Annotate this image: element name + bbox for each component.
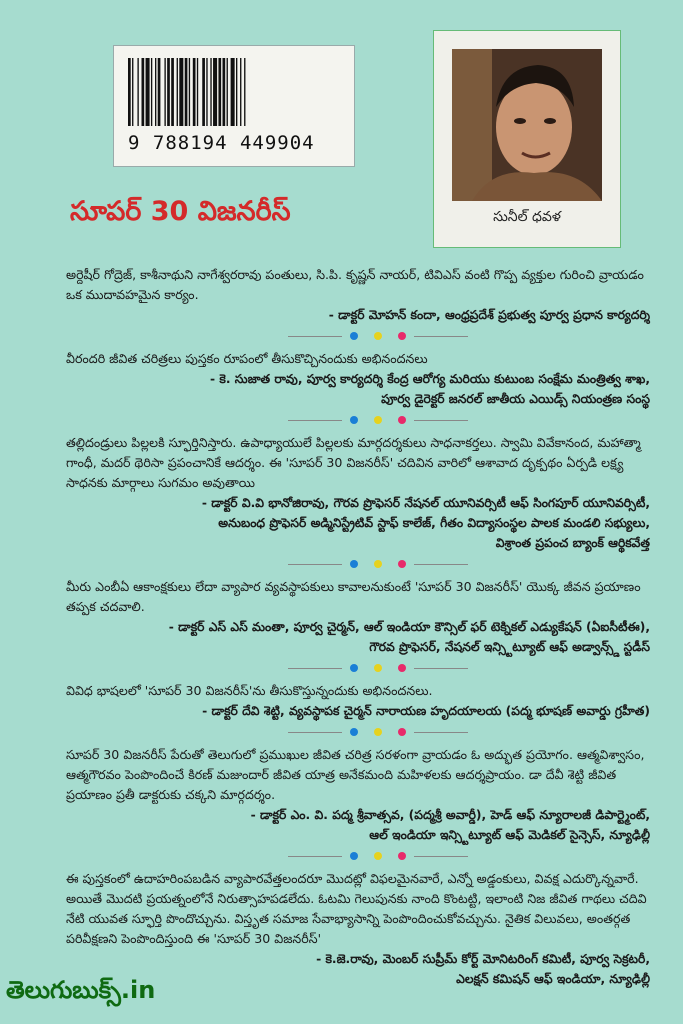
separator-dot xyxy=(350,560,358,568)
quote-attribution: ఎలక్షన్ కమిషన్ ఆఫ్ ఇండియా, న్యూఢిల్లీ xyxy=(456,972,650,986)
separator-dot xyxy=(374,852,382,860)
barcode-bar xyxy=(227,58,228,126)
quote-block xyxy=(66,433,650,553)
quote-block xyxy=(66,745,650,845)
barcode-bar xyxy=(193,58,196,126)
barcode-bar xyxy=(158,58,161,126)
separator-dot xyxy=(374,332,382,340)
barcode-bar xyxy=(185,58,188,126)
barcode-bar xyxy=(146,58,150,126)
quotes-section xyxy=(66,265,650,989)
quote-text: మీరు ఎంబీఏ ఆకాంక్షకులు లేదా వ్యాపార వ్యవస్థాపకులు కావాలనుకుంటే 'సూపర్ 30 విజనరీస్' యొక్క జీవన ప్రయాణం తప్పక చదవాలి. xyxy=(66,579,641,614)
quote-attribution: - డాక్టర్ ఎం. వి. పద్మ శ్రీవాత్సవ, (పద్మశ్రీ అవార్డీ), హెడ్ ఆఫ్ న్యూరాలజీ డిపార్ట్మెంట్, xyxy=(250,808,650,822)
quote-text: ఈ పుస్తకంలో ఉదాహరింపబడిన వ్యాపారవేత్తలందరూ మొదట్లో విఫలమైనవారే, ఎన్నో అడ్డంకులు, వివక్ష ఎదుర్కొన్నవారే. అయితే మొదటి ప్రయత్నంలోనే నిరుత్సాహపడలేదు. ఓటమి గెలుపునకు నాంది కొంటట్టి, ఇలాంటి నిజ జీవిత గాథలు చదివి నేటి యువత స్ఫూర్తి పొందొచ్చును. విస్తృత సమాజ సేవాభ్యాసాన్ని పెంపొందించుకోవచ్చును. నైతిక విలువలు, అంతర్గత పరివీక్షణని పెంపొందిస్తుంది ఈ 'సూపర్ 30 విజనరీస్' xyxy=(66,871,647,946)
barcode-bar xyxy=(171,58,174,126)
separator-line xyxy=(288,336,342,337)
barcode-bar xyxy=(189,58,190,126)
separator-dots xyxy=(106,725,650,739)
quote-attribution: పూర్వ డైరెక్టర్ జనరల్ జాతీయ ఎయిడ్స్ నియంత్రణ సంస్థ xyxy=(381,392,650,406)
separator-dot xyxy=(350,332,358,340)
separator-dots xyxy=(106,661,650,675)
separator-line xyxy=(288,856,342,857)
quote-text: తల్లిదండ్రులు పిల్లలకి స్ఫూర్తినిస్తారు. ఉపాధ్యాయులే పిల్లలకు మార్గదర్శకులు సాధనాకర్తలు. స్వామి వివేకానంద, మహాత్మా గాంధీ, మదర్ థెరిసా ప్రపంచానికే ఆదర్శం. ఈ 'సూపర్ 30 విజనరీస్' చదివిన వారిలో ఆశావాద దృక్పథం ఏర్పడి లక్ష్య సాధనకు మార్గాలు సుగమం అవుతాయి xyxy=(66,435,641,490)
separator-dot xyxy=(398,560,406,568)
separator-dot xyxy=(398,416,406,424)
separator-dot xyxy=(374,728,382,736)
quote-text: అర్దెషీర్ గోద్రెజ్, కాశీనాథుని నాగేశ్వరరావు పంతులు, సి.పి. కృష్ణన్ నాయర్, టివిఎస్ వంటి గొప్ప వ్యక్తుల గురించి వ్రాయడం ఒక ముదావహమైన కార్యం. xyxy=(66,267,644,302)
barcode-bar xyxy=(179,58,183,126)
barcode-bar xyxy=(197,58,198,126)
barcode-bar xyxy=(206,58,207,126)
quote-attribution: ఆల్ ఇండియా ఇన్స్టిట్యూట్ ఆఫ్ మెడికల్ సైన్సెస్, న్యూఢిల్లీ xyxy=(369,828,650,842)
separator-dot xyxy=(374,664,382,672)
barcode-bar xyxy=(223,58,226,126)
separator-dot xyxy=(350,416,358,424)
separator-dots xyxy=(106,557,650,571)
separator-dot xyxy=(398,664,406,672)
barcode xyxy=(113,45,355,167)
barcode-bar xyxy=(244,58,245,126)
separator-line xyxy=(288,564,342,565)
quote-attribution: - డాక్టర్ మోహన్ కందా, ఆంధ్రప్రదేశ్ ప్రభుత్వ పూర్వ ప్రధాన కార్యదర్శి xyxy=(328,308,650,322)
quote-text: సూపర్ 30 విజనరీస్ పేరుతో తెలుగులో ప్రముఖుల జీవిత చరిత్ర సరళంగా వ్రాయడం ఓ అద్భుత ప్రయోగం. ఆత్మవిశ్వాసం, ఆత్మగౌరవం పెంపొందించే కిరణ్ మజుందార్ జీవిత యాత్ర అనేకమంది మహిళలకు ఆదర్శప్రాయం. డా దేవీ శెట్టి జీవిత ప్రయాణం ప్రతీ డాక్టరుకు చక్కని మార్గదర్శం. xyxy=(66,747,645,802)
quote-block xyxy=(66,265,650,325)
separator-line xyxy=(288,668,342,669)
barcode-bar xyxy=(137,58,138,126)
author-photo-frame xyxy=(433,30,621,248)
separator-dot xyxy=(398,332,406,340)
separator-dot xyxy=(398,728,406,736)
quote-attribution: విశ్రాంత ప్రపంచ బ్యాంక్ ఆర్థికవేత్త xyxy=(495,536,650,550)
barcode-bar xyxy=(167,58,170,126)
separator-dot xyxy=(374,416,382,424)
quote-block xyxy=(66,869,650,989)
separator-line xyxy=(288,420,342,421)
barcode-bar xyxy=(132,58,133,126)
barcode-bars xyxy=(128,58,338,126)
barcode-bar xyxy=(151,58,152,126)
quote-attribution: అనుబంధ ప్రొఫెసర్ అడ్మినిస్ట్రేటివ్ స్టాఫ్ కాలేజ్, గీతం విద్యాసంస్థల పాలక మండలి సభ్యులు, xyxy=(218,516,650,530)
barcode-bar xyxy=(240,58,241,126)
barcode-bar xyxy=(202,58,205,126)
author-caption: సునీల్ ధవళ xyxy=(493,209,561,225)
quote-text: వివిధ భాషలలో 'సూపర్ 30 విజనరీస్'ను తీసుకొస్తున్నందుకు అభినందనలు. xyxy=(66,683,433,698)
separator-line xyxy=(288,732,342,733)
barcode-bar xyxy=(218,58,221,126)
site-logo xyxy=(6,976,155,1010)
separator-dots xyxy=(106,329,650,343)
quote-block xyxy=(66,681,650,721)
quote-block xyxy=(66,349,650,409)
separator-dots xyxy=(106,413,650,427)
separator-line xyxy=(414,856,468,857)
separator-line xyxy=(414,732,468,733)
barcode-bar xyxy=(236,58,237,126)
logo-domain: .in xyxy=(120,976,156,1004)
separator-dot xyxy=(374,560,382,568)
quote-attribution: - డాక్టర్ ఎస్ ఎస్ మంతా, పూర్వ చైర్మన్, ఆల్ ఇండియా కౌన్సిల్ ఫర్ టెక్నికల్ ఎడ్యుకేషన్ (ఏఐసీటీఈ), xyxy=(168,620,650,634)
logo-text: తెలుగుబుక్స్ xyxy=(6,976,121,1004)
separator-line xyxy=(414,336,468,337)
separator-line xyxy=(414,564,468,565)
barcode-bar xyxy=(213,58,217,126)
separator-line xyxy=(414,420,468,421)
separator-dot xyxy=(350,728,358,736)
author-photo xyxy=(452,49,602,201)
separator-dot xyxy=(398,852,406,860)
quote-attribution: - డాక్టర్ వి.వి భానోజిరావు, గౌరవ ప్రొఫెసర్ నేషనల్ యూనివర్సిటీ ఆఫ్ సింగపూర్ యూనివర్సిటీ, xyxy=(201,496,650,510)
separator-dot xyxy=(350,664,358,672)
barcode-bar xyxy=(231,58,235,126)
barcode-bar xyxy=(164,58,165,126)
barcode-bar xyxy=(155,58,156,126)
quote-attribution: - కె. సుజాత రావు, పూర్వ కార్యదర్శి కేంద్ర ఆరోగ్య మరియు కుటుంబ సంక్షేమ మంత్రిత్వ శాఖ, xyxy=(210,372,650,386)
quote-text: వీరందరి జీవిత చరిత్రలు పుస్తకం రూపంలో తీసుకొచ్చినందుకు అభినందనలు xyxy=(66,351,428,366)
quote-block xyxy=(66,577,650,657)
separator-dots xyxy=(106,849,650,863)
barcode-bar xyxy=(210,58,211,126)
quote-attribution: - కె.జె.రావు, మెంబర్ సుప్రీమ్ కోర్ట్ మోనిటరింగ్ కమిటీ, పూర్వ సెక్రటరీ, xyxy=(316,952,650,966)
barcode-bar xyxy=(128,58,131,126)
barcode-bar xyxy=(142,58,145,126)
barcode-number: 9 788194 449904 xyxy=(128,132,315,154)
book-title: సూపర్ 30 విజనరీస్ xyxy=(70,196,291,227)
separator-dot xyxy=(350,852,358,860)
separator-line xyxy=(414,668,468,669)
quote-attribution: గౌరవ ప్రొఫెసర్, నేషనల్ ఇన్స్టిట్యూట్ ఆఫ్ అడ్వాన్స్డ్ స్టడీస్ xyxy=(369,640,650,654)
barcode-bar xyxy=(177,58,178,126)
quote-attribution: - డాక్టర్ దేవి శెట్టి, వ్యవస్థాపక చైర్మన్ నారాయణ హృదయాలయ (పద్మ భూషణ్ అవార్డు గ్రహీత) xyxy=(202,704,650,718)
